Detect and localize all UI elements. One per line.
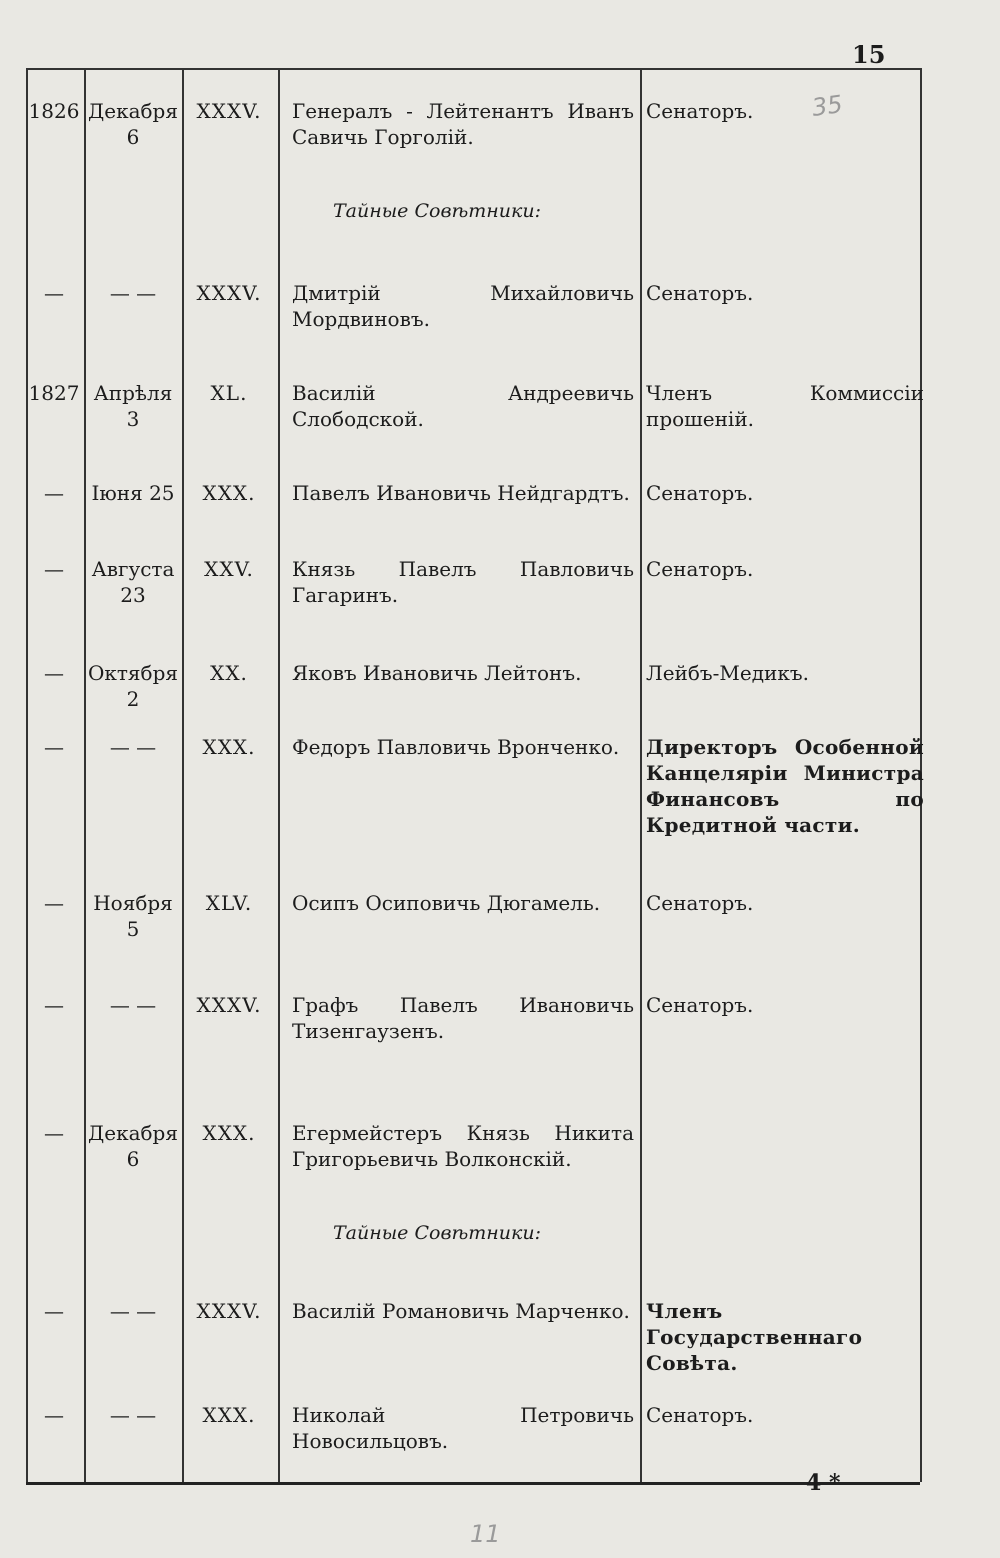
date-cell: Октября 2 [87,661,179,711]
name-cell: Генералъ - Лейтенантъ Иванъ Савичь Горголій. [292,99,634,149]
number-cell: XLV. [205,891,253,915]
year-cell: — [44,557,64,581]
year-cell: — [44,735,64,759]
date-cell: Августа 23 [91,557,175,607]
column-rule-number [278,68,280,1482]
number-cell: XXXV. [196,993,262,1017]
position-cell: Сенаторъ. [646,281,754,305]
position-cell: Сенаторъ. [646,993,754,1017]
number-cell: XXV. [204,557,254,581]
name-cell: Николай Петровичь Новосильцовъ. [292,1403,634,1453]
column-rule-name [640,68,642,1482]
year-cell: 1826 [28,99,80,123]
number-cell: XXX. [202,735,256,759]
position-cell: Сенаторъ. [646,557,754,581]
number-cell: XXXV. [196,99,262,123]
date-cell: — — [109,735,157,759]
year-cell: — [44,1403,64,1427]
year-cell: 1827 [28,381,80,405]
number-cell: XX. [210,661,248,685]
name-cell: Осипъ Осиповичь Дюгамель. [292,891,601,915]
name-cell: Василій Андреевичь Слободской. [292,381,634,431]
name-cell: Павелъ Ивановичь Нейдгардтъ. [292,481,630,505]
number-cell: XXXV. [196,281,262,305]
number-cell: XL. [210,381,248,405]
name-cell: Князь Павелъ Павловичь Гагаринъ. [292,557,634,607]
year-cell: — [44,891,64,915]
year-cell: — [44,1299,64,1323]
date-cell: — — [109,281,157,305]
year-cell: — [44,281,64,305]
position-cell: Членъ Государственнаго Совѣта. [646,1299,863,1375]
position-cell: Сенаторъ. [646,99,754,123]
year-cell: — [44,993,64,1017]
date-cell: Декабря 6 [88,99,178,149]
date-cell: Ноября 5 [93,891,173,941]
name-cell: Егермейстеръ Князь Никита Григорьевичь Волконскій. [292,1121,634,1171]
date-cell: Апрѣля 3 [93,381,173,431]
name-cell: Яковъ Ивановичь Лейтонъ. [292,661,582,685]
pencil-mark-bottom: 11 [470,1520,501,1548]
number-cell: XXXV. [196,1299,262,1323]
name-cell: Федоръ Павловичь Вронченко. [292,735,620,759]
date-cell: — — [109,993,157,1017]
date-cell: Іюня 25 [91,481,175,505]
year-cell: — [44,1121,64,1145]
date-cell: — — [109,1299,157,1323]
number-cell: XXX. [202,1121,256,1145]
position-cell: Сенаторъ. [646,481,754,505]
name-cell: Графъ Павелъ Ивановичь Тизенгаузенъ. [292,993,634,1043]
date-cell: Декабря 6 [88,1121,178,1171]
year-cell: — [44,481,64,505]
section-heading: Тайные Совѣтники: [332,1222,542,1244]
position-cell: Лейбъ-Медикъ. [646,661,809,685]
sheet-signature-mark: 4 * [806,1470,841,1496]
section-heading: Тайные Совѣтники: [332,200,542,222]
year-cell: — [44,661,64,685]
page-number: 15 [852,40,886,69]
position-cell: Сенаторъ. [646,1403,754,1427]
number-cell: XXX. [202,481,256,505]
position-cell: Членъ Коммиссіи прошеній. [646,381,924,431]
pencil-mark-top: 35 [810,90,845,122]
position-cell: Сенаторъ. [646,891,754,915]
date-cell: — — [109,1403,157,1427]
name-cell: Дмитрій Михайловичь Мордвиновъ. [292,281,634,331]
number-cell: XXX. [202,1403,256,1427]
position-cell: Директоръ Особенной Канцеляріи Министра Финансовъ по Кредитной части. [646,735,924,837]
name-cell: Василій Романовичь Марченко. [292,1299,630,1323]
